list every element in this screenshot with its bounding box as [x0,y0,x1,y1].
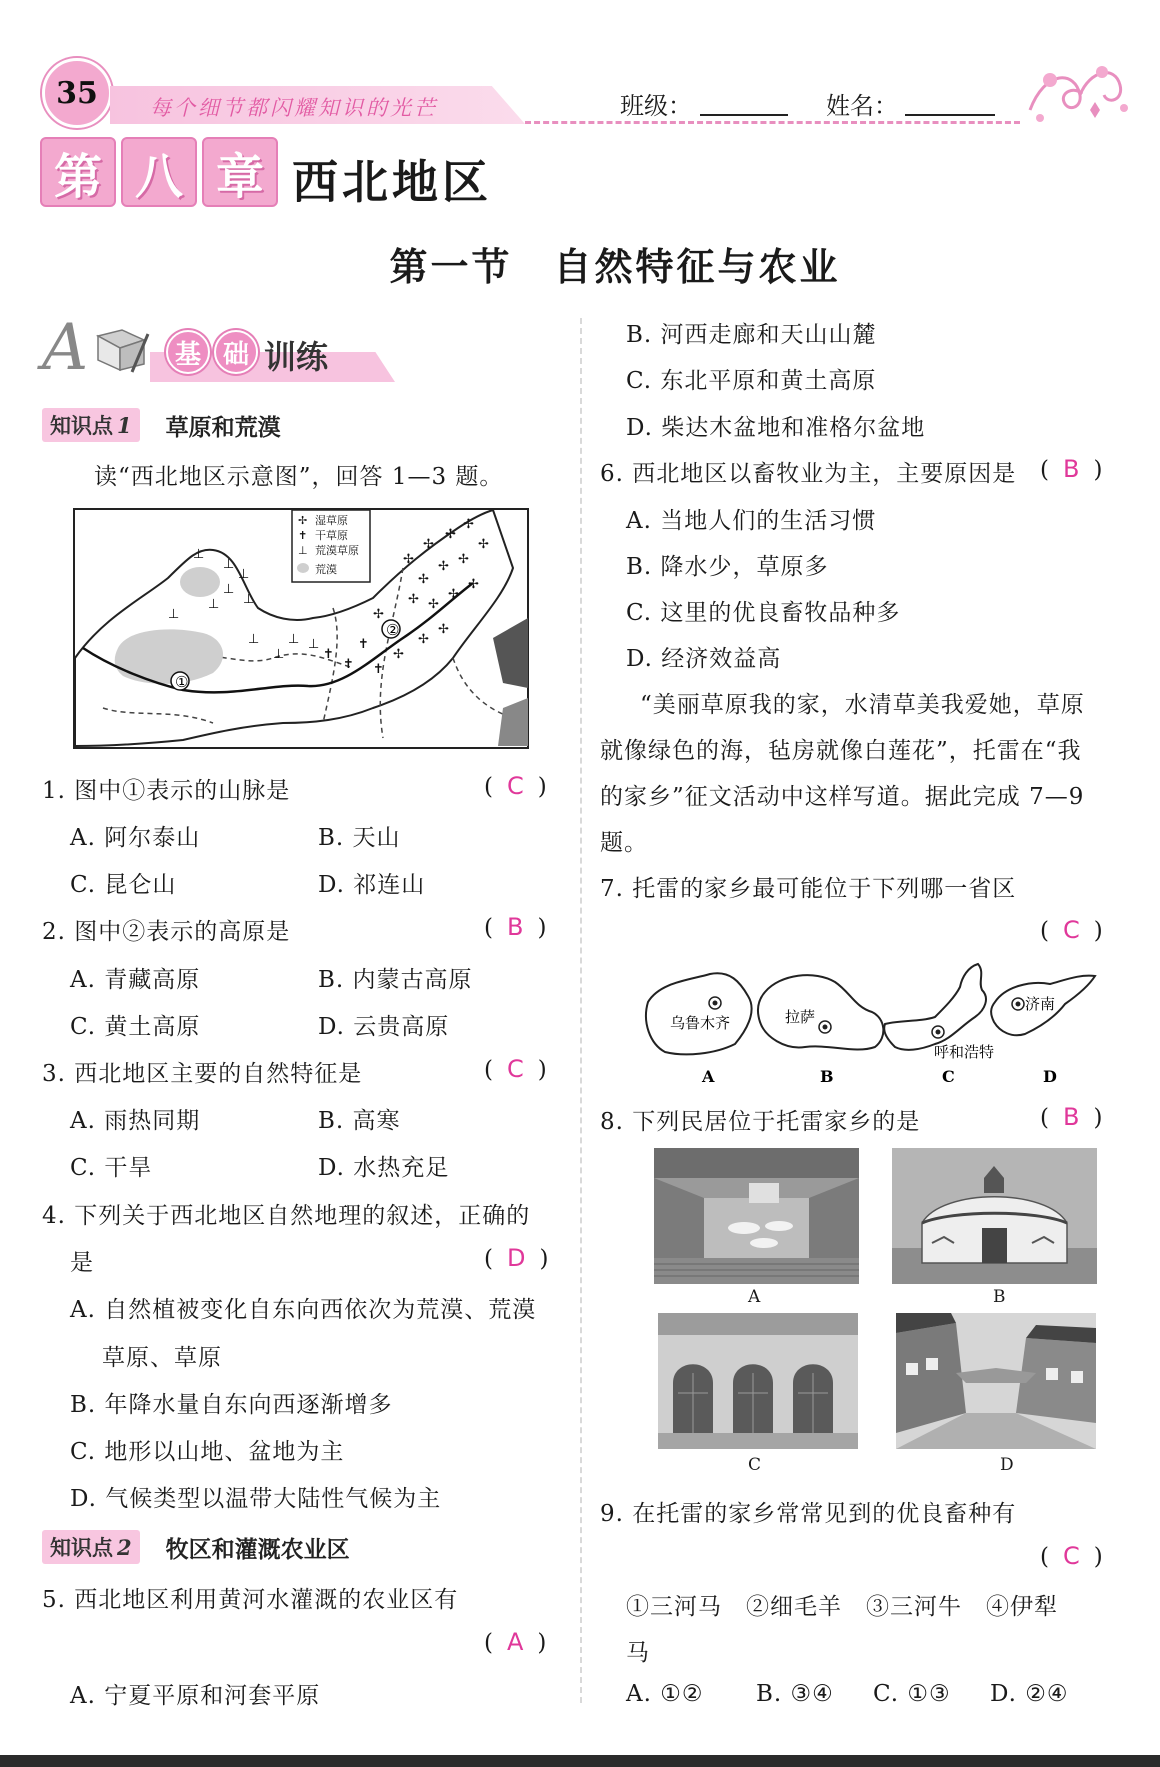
answer-letter: B [1062,455,1080,483]
q4-option-a: A. 自然植被变化自东向西依次为荒漠、荒漠 [70,1297,537,1323]
question-4-answer: ( D ) [484,1244,549,1272]
svg-text:✢: ✢ [373,607,384,622]
q4-option-d: D. 气候类型以温带大陆性气候为主 [70,1486,442,1512]
photo-label-d: D [1000,1455,1014,1475]
svg-text:✢: ✢ [418,572,429,587]
column-divider [580,318,582,1703]
question-8-answer: ( B ) [1040,1103,1103,1131]
svg-text:✢: ✢ [298,514,308,527]
passage-line-2: 就像绿色的海，毡房就像白莲花”，托雷在“我 [600,738,1082,764]
q6-option-c: C. 这里的优良畜牧品种多 [626,600,901,626]
banner-text: 训练 [264,338,329,376]
knowledge-point-title: 牧区和灌溉农业区 [165,1536,350,1563]
svg-text:✢: ✢ [438,622,449,637]
svg-text:✢: ✢ [418,632,429,647]
banner-char: 础 [214,330,258,374]
svg-text:✢: ✢ [463,517,474,532]
photo-label-a: A [748,1287,761,1307]
map-marker-1: ① [175,673,189,691]
chapter-char: 第 [40,137,116,207]
knowledge-point-1 [42,408,281,442]
kp-tag-text: 知识点 [50,1536,113,1560]
floral-ornament-icon [1020,50,1135,130]
question-7-answer: ( C ) [1040,916,1103,944]
question-3-stem: 3. 西北地区主要的自然特征是 [42,1061,363,1087]
answer-letter: C [1062,1542,1080,1570]
q2-option-a: A. 青藏高原 [70,967,201,993]
q1-option-d: D. 祁连山 [318,872,426,898]
q5-option-a: A. 宁夏平原和河套平原 [70,1683,321,1709]
q4-option-c: C. 地形以山地、盆地为主 [70,1439,345,1465]
svg-text:⊥: ⊥ [193,547,205,562]
photo-label-b: B [993,1287,1006,1307]
province-outline-map [640,962,1100,1087]
q6-option-a: A. 当地人们的生活习惯 [626,508,877,534]
question-9-answer: ( C ) [1040,1542,1103,1570]
q9-option-d: D. ②④ [990,1681,1069,1707]
answer-letter: B [1062,1103,1080,1131]
photo-courtyard-house [654,1148,859,1284]
city-lhasa: 拉萨 [785,1008,816,1026]
svg-text:⊥: ⊥ [273,647,285,662]
header-motto: 每个细节都闪耀知识的光芒 [150,96,438,120]
photo-cave-dwelling [658,1313,858,1449]
q3-option-a: A. 雨热同期 [70,1108,201,1134]
banner-char: 基 [166,330,210,374]
legend-desert-steppe: 荒漠草原 [315,544,359,557]
chapter-title: 西北地区 [292,155,492,209]
svg-text:✢: ✢ [438,559,449,574]
q3-option-c: C. 干旱 [70,1155,153,1181]
svg-text:✢: ✢ [403,552,414,567]
svg-text:✢: ✢ [478,537,489,552]
basic-training-banner [42,311,354,386]
intro-text: 读“西北地区示意图”，回答 1—3 题。 [94,464,504,490]
q5-option-b: B. 河西走廊和天山山麓 [626,322,877,348]
svg-text:⊥: ⊥ [248,632,260,647]
q4-option-b: B. 年降水量自东向西逐渐增多 [70,1392,393,1418]
question-6-stem: 6. 西北地区以畜牧业为主，主要原因是 [600,461,1017,487]
map-marker-2: ② [386,621,400,639]
answer-letter: D [506,1244,526,1272]
answer-letter: C [506,1055,524,1083]
class-label: 班级： [620,92,692,120]
answer-letter: A [506,1628,524,1656]
q2-option-c: C. 黄土高原 [70,1014,201,1040]
question-1-stem: 1. 图中①表示的山脉是 [42,778,291,804]
q2-option-b: B. 内蒙古高原 [318,967,473,993]
q9-option-b: B. ③④ [756,1681,834,1707]
question-7-stem: 7. 托雷的家乡最可能位于下列哪一省区 [600,876,1017,902]
q5-option-d: D. 柴达木盆地和准格尔盆地 [626,415,926,441]
q9-option-a: A. ①② [626,1681,704,1707]
q5-option-c: C. 东北平原和黄土高原 [626,368,877,394]
chapter-badge [40,137,278,207]
passage-line-1: “美丽草原我的家，水清草美我爱她，草原 [640,692,1085,718]
svg-text:✢: ✢ [393,647,404,662]
prov-label-b: B [820,1067,834,1086]
svg-text:⊥: ⊥ [308,637,320,652]
photo-water-town [896,1313,1096,1449]
svg-text:✢: ✢ [428,597,439,612]
svg-text:✝: ✝ [298,529,308,542]
q6-option-b: B. 降水少，草原多 [626,554,829,580]
svg-text:⊥: ⊥ [223,557,235,572]
page-number: 35 [42,58,112,128]
question-2-answer: ( B ) [484,913,547,941]
photo-yurt [892,1148,1097,1284]
q9-option-c: C. ①③ [873,1681,951,1707]
city-jinan: 济南 [1025,995,1056,1013]
chapter-char: 八 [121,137,197,207]
legend-wet-steppe: 湿草原 [315,514,348,527]
svg-text:✢: ✢ [448,587,459,602]
book-pen-icon [92,326,150,376]
q6-option-d: D. 经济效益高 [626,646,782,672]
question-5-stem: 5. 西北地区利用黄河水灌溉的农业区有 [42,1587,459,1613]
question-5-answer: ( A ) [484,1628,547,1656]
prov-label-c: C [942,1067,955,1086]
city-hohhot: 呼和浩特 [934,1043,995,1061]
q2-option-d: D. 云贵高原 [318,1014,450,1040]
svg-text:⊥: ⊥ [208,597,220,612]
svg-text:✢: ✢ [445,527,456,542]
passage-line-4: 题。 [600,830,648,856]
northwest-region-map [73,508,529,749]
kp-tag-number: 1 [117,413,132,438]
answer-letter: C [1062,916,1080,944]
q1-option-b: B. 天山 [318,825,401,851]
q3-option-d: D. 水热充足 [318,1155,450,1181]
question-4-stem: 4. 下列关于西北地区自然地理的叙述，正确的 [42,1203,531,1229]
name-label: 姓名： [826,92,898,120]
banner-letter: A [42,311,89,385]
svg-text:✢: ✢ [458,552,469,567]
passage-line-3: 的家乡”征文活动中这样写道。据此完成 7—9 [600,784,1085,810]
kp-tag-text: 知识点 [50,414,113,438]
q9-items-cont: 马 [626,1640,650,1666]
svg-text:✝: ✝ [323,647,334,662]
q1-option-c: C. 昆仑山 [70,872,177,898]
knowledge-point-2 [42,1530,350,1564]
q3-option-b: B. 高寒 [318,1108,401,1134]
knowledge-point-title: 草原和荒漠 [165,414,281,441]
svg-text:⊥: ⊥ [298,544,308,557]
photo-label-c: C [748,1455,762,1475]
question-4-stem-cont: 是 [70,1250,94,1276]
question-3-answer: ( C ) [484,1055,547,1083]
header-dashed-line [525,121,1020,124]
legend-desert: 荒漠 [315,563,337,576]
question-6-answer: ( B ) [1040,455,1103,483]
chapter-char: 章 [202,137,278,207]
city-urumqi: 乌鲁木齐 [670,1014,731,1032]
q9-items: ①三河马 ②细毛羊 ③三河牛 ④伊犁 [626,1594,1058,1620]
svg-text:✝: ✝ [373,662,384,677]
svg-text:⊥: ⊥ [288,632,300,647]
answer-letter: C [506,772,524,800]
bottom-bar [0,1755,1160,1767]
question-8-stem: 8. 下列民居位于托雷家乡的是 [600,1109,921,1135]
prov-label-d: D [1043,1067,1057,1086]
svg-text:⊥: ⊥ [238,567,250,582]
legend-dry-steppe: 干草原 [315,529,348,542]
svg-text:✝: ✝ [358,637,369,652]
svg-text:✢: ✢ [423,537,434,552]
knowledge-point-tag [42,408,140,442]
knowledge-point-tag [42,1530,140,1564]
class-field[interactable] [700,114,788,116]
answer-letter: B [506,913,524,941]
svg-text:✢: ✢ [408,592,419,607]
prov-label-a: A [702,1067,715,1086]
svg-text:✢: ✢ [468,577,479,592]
svg-text:⊥: ⊥ [168,607,180,622]
section-title: 第一节 自然特征与农业 [389,244,841,289]
q1-option-a: A. 阿尔泰山 [70,825,201,851]
kp-tag-number: 2 [117,1535,132,1560]
name-field[interactable] [905,114,995,116]
q4-option-a-cont: 草原、草原 [102,1345,222,1371]
svg-text:⊥: ⊥ [223,582,235,597]
question-9-stem: 9. 在托雷的家乡常常见到的优良畜种有 [600,1501,1017,1527]
svg-text:✝: ✝ [343,657,354,672]
svg-text:⊥: ⊥ [243,592,255,607]
question-2-stem: 2. 图中②表示的高原是 [42,919,291,945]
question-1-answer: ( C ) [484,772,547,800]
